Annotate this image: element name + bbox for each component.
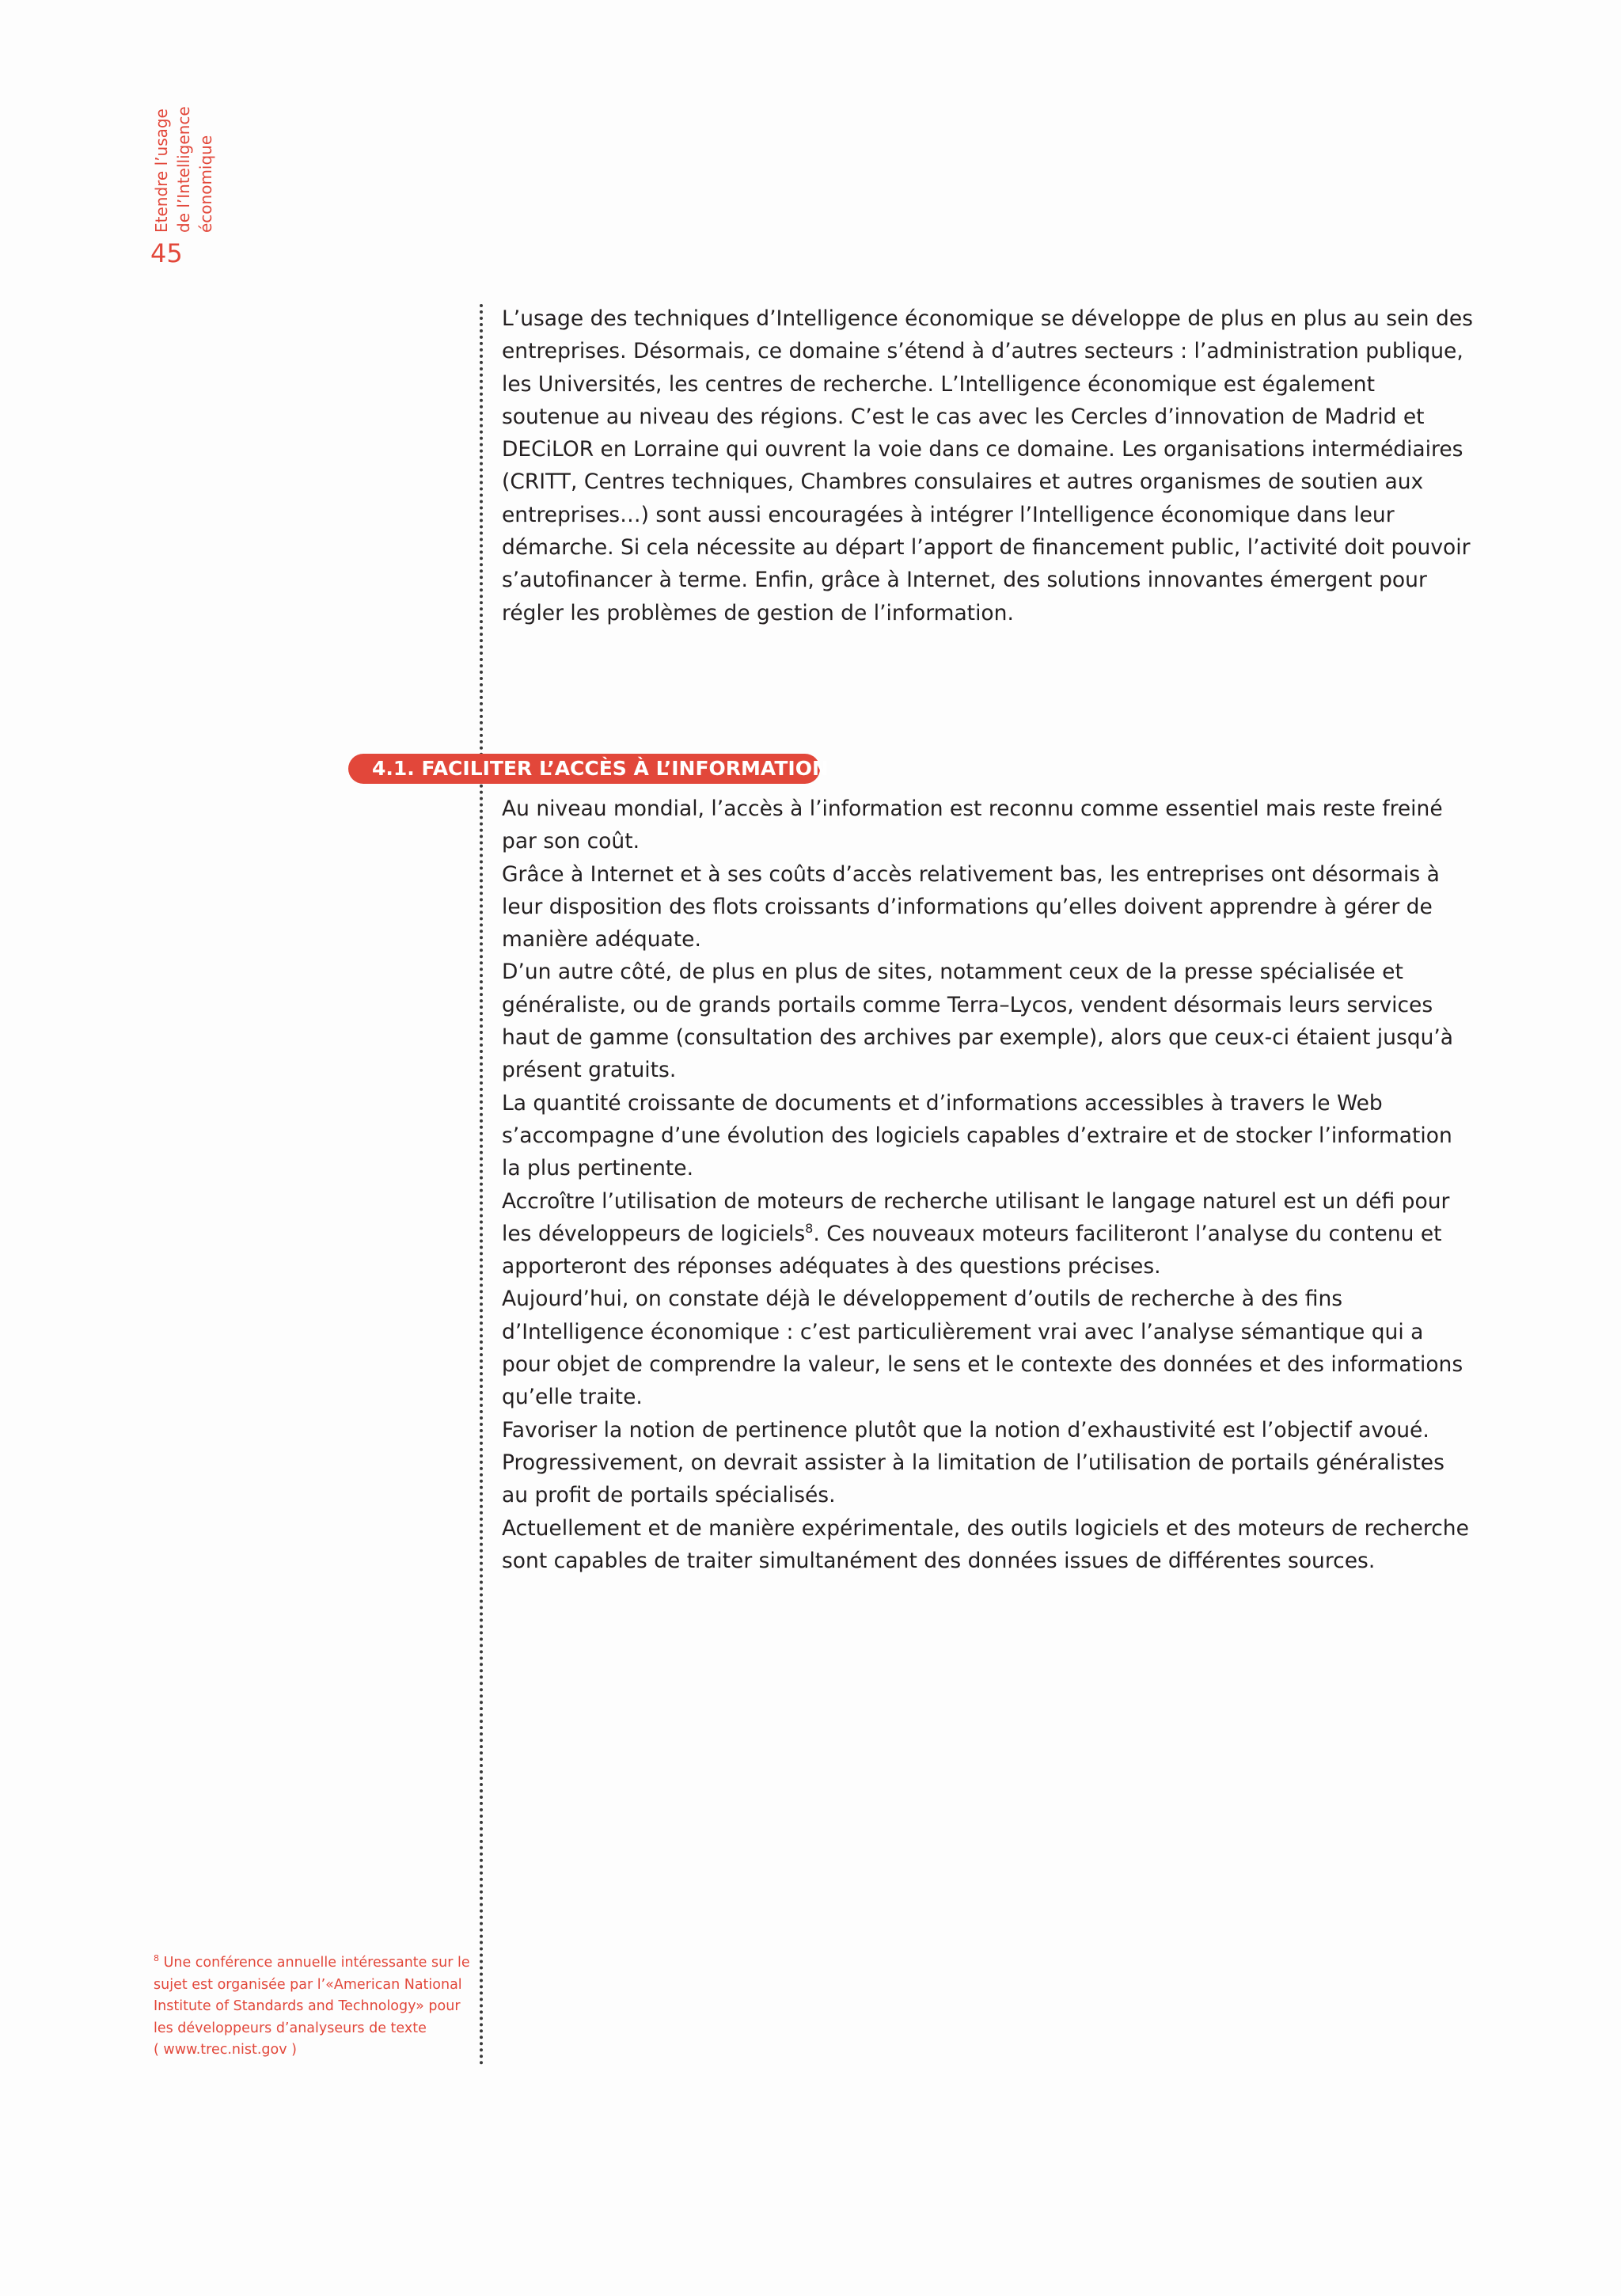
- body-paragraph: D’un autre côté, de plus en plus de sites, notamment ceux de la presse spécialisée et généraliste, ou de grands portails comme Terra–Lycos, vendent désormais leurs services haut de gamme (consultation des archives par exemple), alors que ceux-ci étaient jusqu’à présent gratuits.: [502, 960, 1454, 1083]
- section-title-line-2: de l’Intelligence: [174, 106, 193, 233]
- body-paragraph: Aujourd’hui, on constate déjà le développement d’outils de recherche à des fins d’Intelligence économique : c’est particulièrement vrai avec l’analyse sémantique qui a pour objet de comprendre la valeur, le sens et le contexte des données et des informations qu’elle traite.: [502, 1287, 1463, 1410]
- intro-paragraph: L’usage des techniques d’Intelligence économique se développe de plus en plus au sein des entreprises. Désormais, ce domaine s’étend à d’autres secteurs : l’administration publique, les Universités, les centres de recherche. L’Intelligence économique est également soutenue au niveau des régions. C’est le cas avec les Cercles d’innovation de Madrid et DECiLOR en Lorraine qui ouvrent la voie dans ce domaine. Les organisations intermédiaires (CRITT, Centres techniques, Chambres consulaires et autres organismes de soutien aux entreprises…) sont aussi encouragées à intégrer l’Intelligence économique dans leur démarche. Si cela nécessite au départ l’apport de financement public, l’activité doit pouvoir s’autofinancer à terme. Enfin, grâce à Internet, des solutions innovantes émergent pour régler les problèmes de gestion de l’information.: [502, 306, 1473, 625]
- dotted-divider: [480, 304, 483, 2066]
- section-title-line-3: économique: [196, 135, 215, 233]
- page-number: 45: [150, 238, 183, 268]
- footnote: [154, 1952, 470, 2062]
- body-paragraph-with-footnote: [502, 1185, 1475, 1283]
- body-paragraph: Au niveau mondial, l’accès à l’information est reconnu comme essentiel mais reste freiné par son coût.: [502, 796, 1443, 854]
- footnote-line: sujet est organisée par l’«American National: [154, 1976, 462, 1993]
- section-title-line-1: Etendre l’usage: [152, 108, 171, 233]
- footnote-line: $^8$ Une conférence annuelle intéressante sur le: [154, 1953, 470, 1971]
- section-body: [502, 793, 1475, 1577]
- footnote-line: Institute of Standards and Technology» pour: [154, 1998, 461, 2014]
- footnote-reference: 8: [805, 1221, 814, 1237]
- body-paragraph: La quantité croissante de documents et d’informations accessibles à travers le Web s’accompagne d’une évolution des logiciels capables d’extraire et de stocker l’information la plus pertinente.: [502, 1090, 1452, 1181]
- section-heading: 4.1. FACILITER L’ACCÈS À L’INFORMATION: [348, 754, 820, 784]
- body-paragraph: Progressivement, on devrait assister à la limitation de l’utilisation de portails généralistes au profit de portails spécialisés.: [502, 1450, 1444, 1508]
- body-paragraph: Actuellement et de manière expérimentale, des outils logiciels et des moteurs de recherche sont capables de traiter simultanément des données issues de différentes sources.: [502, 1515, 1469, 1573]
- paragraph-text: . Ces nouveaux moteurs faciliteront l’analyse du contenu et apporteront des réponses adéquates à des questions précises.: [502, 1221, 1442, 1279]
- body-paragraph: Favoriser la notion de pertinence plutôt que la notion d’exhaustivité est l’objectif avoué.: [502, 1417, 1429, 1443]
- paragraph-text: Accroître l’utilisation de moteurs de recherche utilisant le langage naturel est un défi pour les développeurs de logiciels: [502, 1188, 1450, 1246]
- body-paragraph: Grâce à Internet et à ses coûts d’accès relativement bas, les entreprises ont désormais à leur disposition des flots croissants d’informations qu’elles doivent apprendre à gérer de manière adéquate.: [502, 861, 1440, 952]
- footnote-link[interactable]: ( www.trec.nist.gov ): [154, 2042, 297, 2058]
- footnote-marker: 8: [154, 1953, 159, 1964]
- footnote-line: les développeurs d’analyseurs de texte: [154, 2020, 427, 2036]
- running-section-title: [150, 106, 277, 233]
